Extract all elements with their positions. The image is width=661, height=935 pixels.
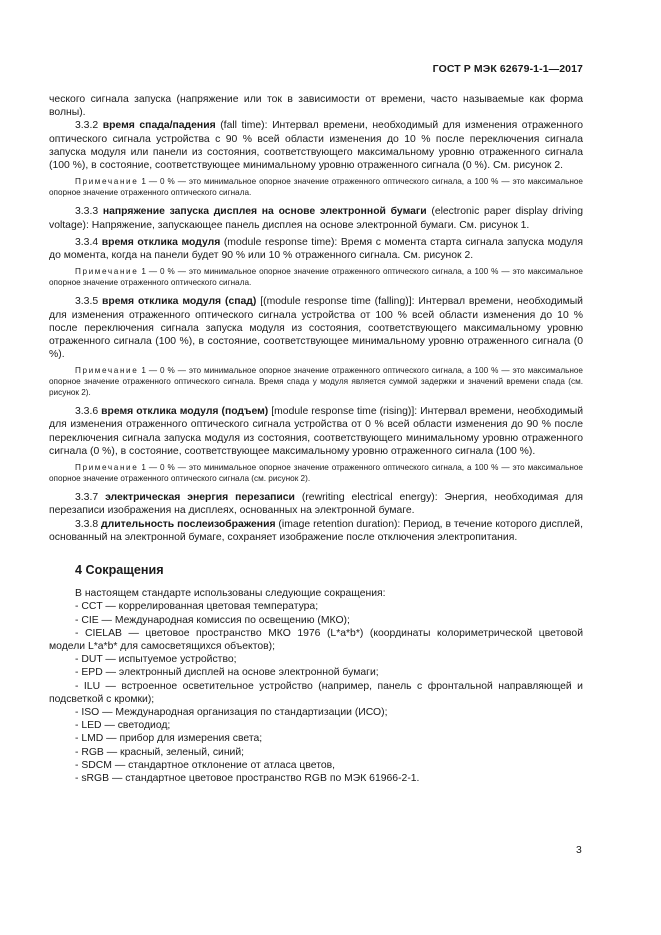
definition-3-3-7 xyxy=(49,491,583,517)
document-header: ГОСТ Р МЭК 62679-1-1—2017 xyxy=(432,63,583,75)
note-3-3-6 xyxy=(49,463,583,484)
note-3-3-2 xyxy=(49,177,583,198)
list-item: - SDCM — стандартное отклонение от атласа цветов, xyxy=(75,759,336,771)
definition-3-3-4 xyxy=(49,236,583,262)
list-item: - DUT — испытуемое устройство; xyxy=(75,654,237,666)
definition-term: длительность послеизображения xyxy=(101,518,276,530)
page-number: 3 xyxy=(576,845,582,856)
list-item: - CIE — Международная комиссия по освещению (МКО); xyxy=(75,614,350,626)
note-label: Примечание xyxy=(75,463,139,473)
list-item: - CIELAB — цветовое пространство МКО 1976 (L*a*b*) (координаты колориметрической цветовой модели L*a*b* для самосветящихся объектов); xyxy=(49,627,583,653)
definition-3-3-5 xyxy=(49,295,583,361)
definition-number: 3.3.5 xyxy=(75,296,102,308)
note-text: 1 — 0 % — это минимальное опорное значение отраженного оптического сигнала, а 100 % — это максимальное опорное значение отраженного оптического сигнала. Время спада у модуля является суммой задержки и значений времени спада (см. рисунок 2). xyxy=(49,366,583,397)
definition-term: время отклика модуля (подъем) xyxy=(101,406,269,418)
definition-text: [(module response time (falling)]: Интервал времени, необходимый для изменения отраженного оптического сигнала устройства от 100 % всей области изменения до 10 % после переключения сигнала запуска модуля из состояния, соответствующего максимальному уровню отраженного сигнала (100 %), в состояние, соответствующее минимальному уровню отраженного сигнала (0 %). xyxy=(49,296,583,361)
section-heading: 4 Сокращения xyxy=(75,563,164,578)
note-text: 1 — 0 % — это минимальное опорное значение отраженного оптического сигнала, а 100 % — это максимальное опорное значение отраженного оптического сигнала (см. рисунок 2). xyxy=(49,463,583,483)
page-content xyxy=(49,93,583,785)
definition-number: 3.3.2 xyxy=(75,120,103,132)
definition-number: 3.3.7 xyxy=(75,492,106,504)
definition-3-3-3 xyxy=(49,205,583,231)
definition-term: время отклика модуля xyxy=(101,236,221,248)
definition-term: электрическая энергия перезаписи xyxy=(105,492,295,504)
abbreviations-list xyxy=(49,600,583,785)
definition-term: напряжение запуска дисплея на основе электронной бумаги xyxy=(102,206,427,218)
definition-term: время отклика модуля (спад) xyxy=(101,296,257,308)
note-text: 1 — 0 % — это минимальное опорное значение отраженного оптического сигнала, а 100 % — это максимальное опорное значение отраженного оптического сигнала. xyxy=(49,267,583,287)
definition-3-3-8 xyxy=(49,518,583,544)
list-item: - ILU — встроенное осветительное устройство (например, панель с фронтальной направляющей и подсветкой с кромки); xyxy=(49,680,583,705)
note-3-3-5 xyxy=(49,366,583,398)
definition-number: 3.3.6 xyxy=(75,406,102,418)
definition-number: 3.3.8 xyxy=(75,518,102,530)
definition-text: (electronic paper display driving voltage): Напряжение, запускающее панель дисплея на основе электронной бумаги. См. рисунок 1. xyxy=(49,206,583,231)
definition-3-3-6 xyxy=(49,405,583,458)
list-item: - ISO — Международная организация по стандартизации (ИСО); xyxy=(75,707,388,719)
note-text: 1 — 0 % — это минимальное опорное значение отраженного оптического сигнала, а 100 % — это максимальное опорное значение отраженного оптического сигнала. xyxy=(49,177,583,197)
note-label: Примечание xyxy=(75,267,139,277)
list-item: - sRGB — стандартное цветовое пространство RGB по МЭК 61966-2-1. xyxy=(75,773,420,785)
list-item: - LED — светодиод; xyxy=(75,720,171,732)
list-item: - CCT — коррелированная цветовая температура; xyxy=(75,601,319,613)
definition-text: (module response time): Время с момента старта сигнала запуска модуля до момента, когда на панели будет 90 % или 10 % отраженного сигнала. См. рисунок 2. xyxy=(49,236,583,262)
definition-number: 3.3.3 xyxy=(75,206,103,218)
list-item: - EPD — электронный дисплей на основе электронной бумаги; xyxy=(75,667,379,679)
definition-number: 3.3.4 xyxy=(75,236,102,248)
definition-text: (image retention duration): Период, в течение которого дисплей, основанный на электронной бумаге, сохраняет изображение после отключения электропитания. xyxy=(49,518,583,543)
abbreviations-intro: В настоящем стандарте использованы следующие сокращения: xyxy=(75,588,386,600)
intro-continuation: ческого сигнала запуска (напряжение или ток в зависимости от времени, часто называемые как форма волны). xyxy=(49,94,583,119)
definition-3-3-2 xyxy=(49,119,583,172)
note-label: Примечание xyxy=(75,366,139,376)
definition-text: [module response time (rising)]: Интервал времени, необходимый для изменения отраженного оптического сигнала устройства от 0 % всей области изменения до 90 % после переключения сигнала запуска модуля из состояния, соответствующего минимальному уровню отраженного сигнала (0 %), в состояние, соответствующее максимальному уровню отраженного сигнала (100 %). xyxy=(49,406,584,457)
note-3-3-4 xyxy=(49,267,583,288)
definition-text: (fall time): Интервал времени, необходимый для изменения отраженного оптического сигнала устройства с 90 % всей области изменения до 10 % после переключения сигнала запуска модуля или панели из состояния, соответствующего максимальному уровню отраженного сигнала (100 %), в состояние, соответствующее минимальному уровню отраженного сигнала (0 %). См. рисунок 2. xyxy=(49,120,583,172)
note-label: Примечание xyxy=(75,177,139,187)
definition-text: (rewriting electrical energy): Энергия, необходимая для перезаписи изображения на дисплеях, основанных на электронной бумаге. xyxy=(49,492,584,517)
definition-term: время спада/падения xyxy=(102,120,216,132)
list-item: - LMD — прибор для измерения света; xyxy=(75,733,263,745)
list-item: - RGB — красный, зеленый, синий; xyxy=(75,746,245,758)
